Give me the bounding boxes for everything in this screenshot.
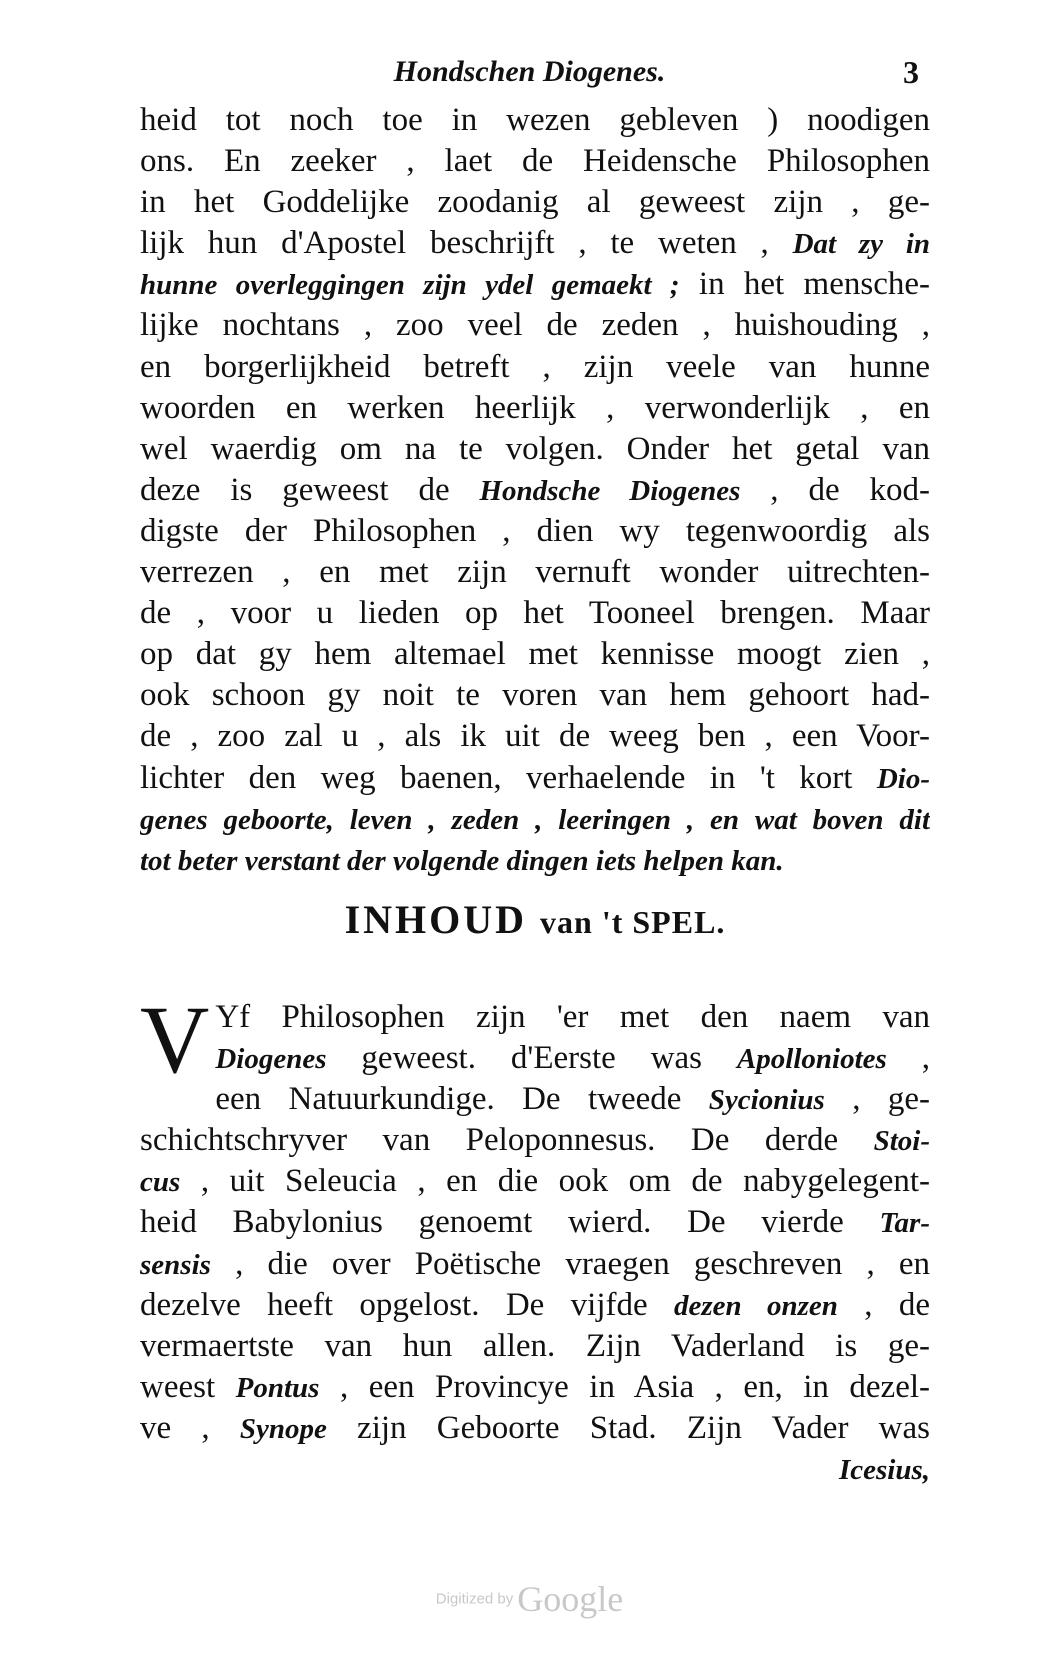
text-line: heid Babylonius genoemt wierd. De vierde Tar- xyxy=(140,1204,930,1241)
section-heading xyxy=(140,890,930,952)
text-line: vermaertste van hun allen. Zijn Vaderland is ge- xyxy=(140,1327,930,1364)
watermark-brand: Google xyxy=(517,1579,624,1619)
drop-cap: V xyxy=(140,986,210,1093)
text-line: wel waerdig om na te volgen. Onder het getal van xyxy=(140,430,930,467)
text-line: hunne overleggingen zijn ydel gemaekt ; in het mensche- xyxy=(140,266,930,303)
section-heading-main: INHOUD xyxy=(344,897,528,942)
text-line: in het Goddelijke zoodanig al geweest zijn , ge- xyxy=(140,184,930,221)
watermark-prefix: Digitized by xyxy=(435,1590,514,1608)
text-line: tot beter verstant der volgende dingen iets helpen kan. xyxy=(140,844,784,877)
text-line: Yf Philosophen zijn 'er met den naem van xyxy=(215,999,930,1035)
paragraph-1 xyxy=(140,100,930,881)
text-line: sensis , die over Poëtische vraegen geschreven , en xyxy=(140,1245,930,1282)
text-line: op dat gy hem altemael met kennisse moogt zien , xyxy=(140,636,930,673)
section-heading-rest: van 't SPEL. xyxy=(540,904,726,940)
running-title: Hondschen Diogenes. xyxy=(393,55,666,88)
text-line: en borgerlijkheid betreft , zijn veele van hunne xyxy=(140,348,930,385)
text-line: de , zoo zal u , als ik uit de weeg ben , een Voor- xyxy=(140,718,930,755)
text-line: genes geboorte, leven , zeden , leeringen , en wat boven dit xyxy=(140,803,930,836)
text-line: lijke nochtans , zoo veel de zeden , huishouding , xyxy=(140,307,930,344)
catchword: Icesius, xyxy=(838,1454,930,1487)
text-line: ve , Synope zijn Geboorte Stad. Zijn Vader was xyxy=(140,1409,930,1446)
text-line: deze is geweest de Hondsche Diogenes , de kod- xyxy=(140,471,930,508)
text-line: Diogenes geweest. d'Eerste was Apolloniotes , xyxy=(215,1040,930,1077)
page-number: 3 xyxy=(903,54,919,90)
running-head xyxy=(140,48,919,96)
text-line: een Natuurkundige. De tweede Sycionius , ge- xyxy=(215,1081,930,1118)
text-line: woorden en werken heerlijk , verwonderlijk , en xyxy=(140,389,930,426)
digitized-watermark xyxy=(0,1578,1059,1620)
text-line: dezelve heeft opgelost. De vijfde dezen onzen , de xyxy=(140,1286,930,1323)
text-line: de , voor u lieden op het Tooneel brengen. Maar xyxy=(140,595,930,632)
text-line: schichtschryver van Peloponnesus. De derde Stoi- xyxy=(140,1122,930,1159)
text-line: digste der Philosophen , dien wy tegenwoordig als xyxy=(140,512,930,549)
text-line: verrezen , en met zijn vernuft wonder uitrechten- xyxy=(140,554,930,591)
text-line: heid tot noch toe in wezen gebleven ) noodigen xyxy=(140,102,930,138)
text-line: cus , uit Seleucia , en die ook om de nabygelegent- xyxy=(140,1163,930,1200)
text-line: weest Pontus , een Provincye in Asia , en, in dezel- xyxy=(140,1368,930,1405)
paragraph-2 xyxy=(140,986,930,1490)
text-line: ons. En zeeker , laet de Heidensche Philosophen xyxy=(140,143,930,180)
text-line: lichter den weg baenen, verhaelende in 't kort Dio- xyxy=(140,759,930,796)
text-line: lijk hun d'Apostel beschrijft , te weten , Dat zy in xyxy=(140,225,930,262)
text-line: ook schoon gy noit te voren van hem gehoort had- xyxy=(140,677,930,714)
